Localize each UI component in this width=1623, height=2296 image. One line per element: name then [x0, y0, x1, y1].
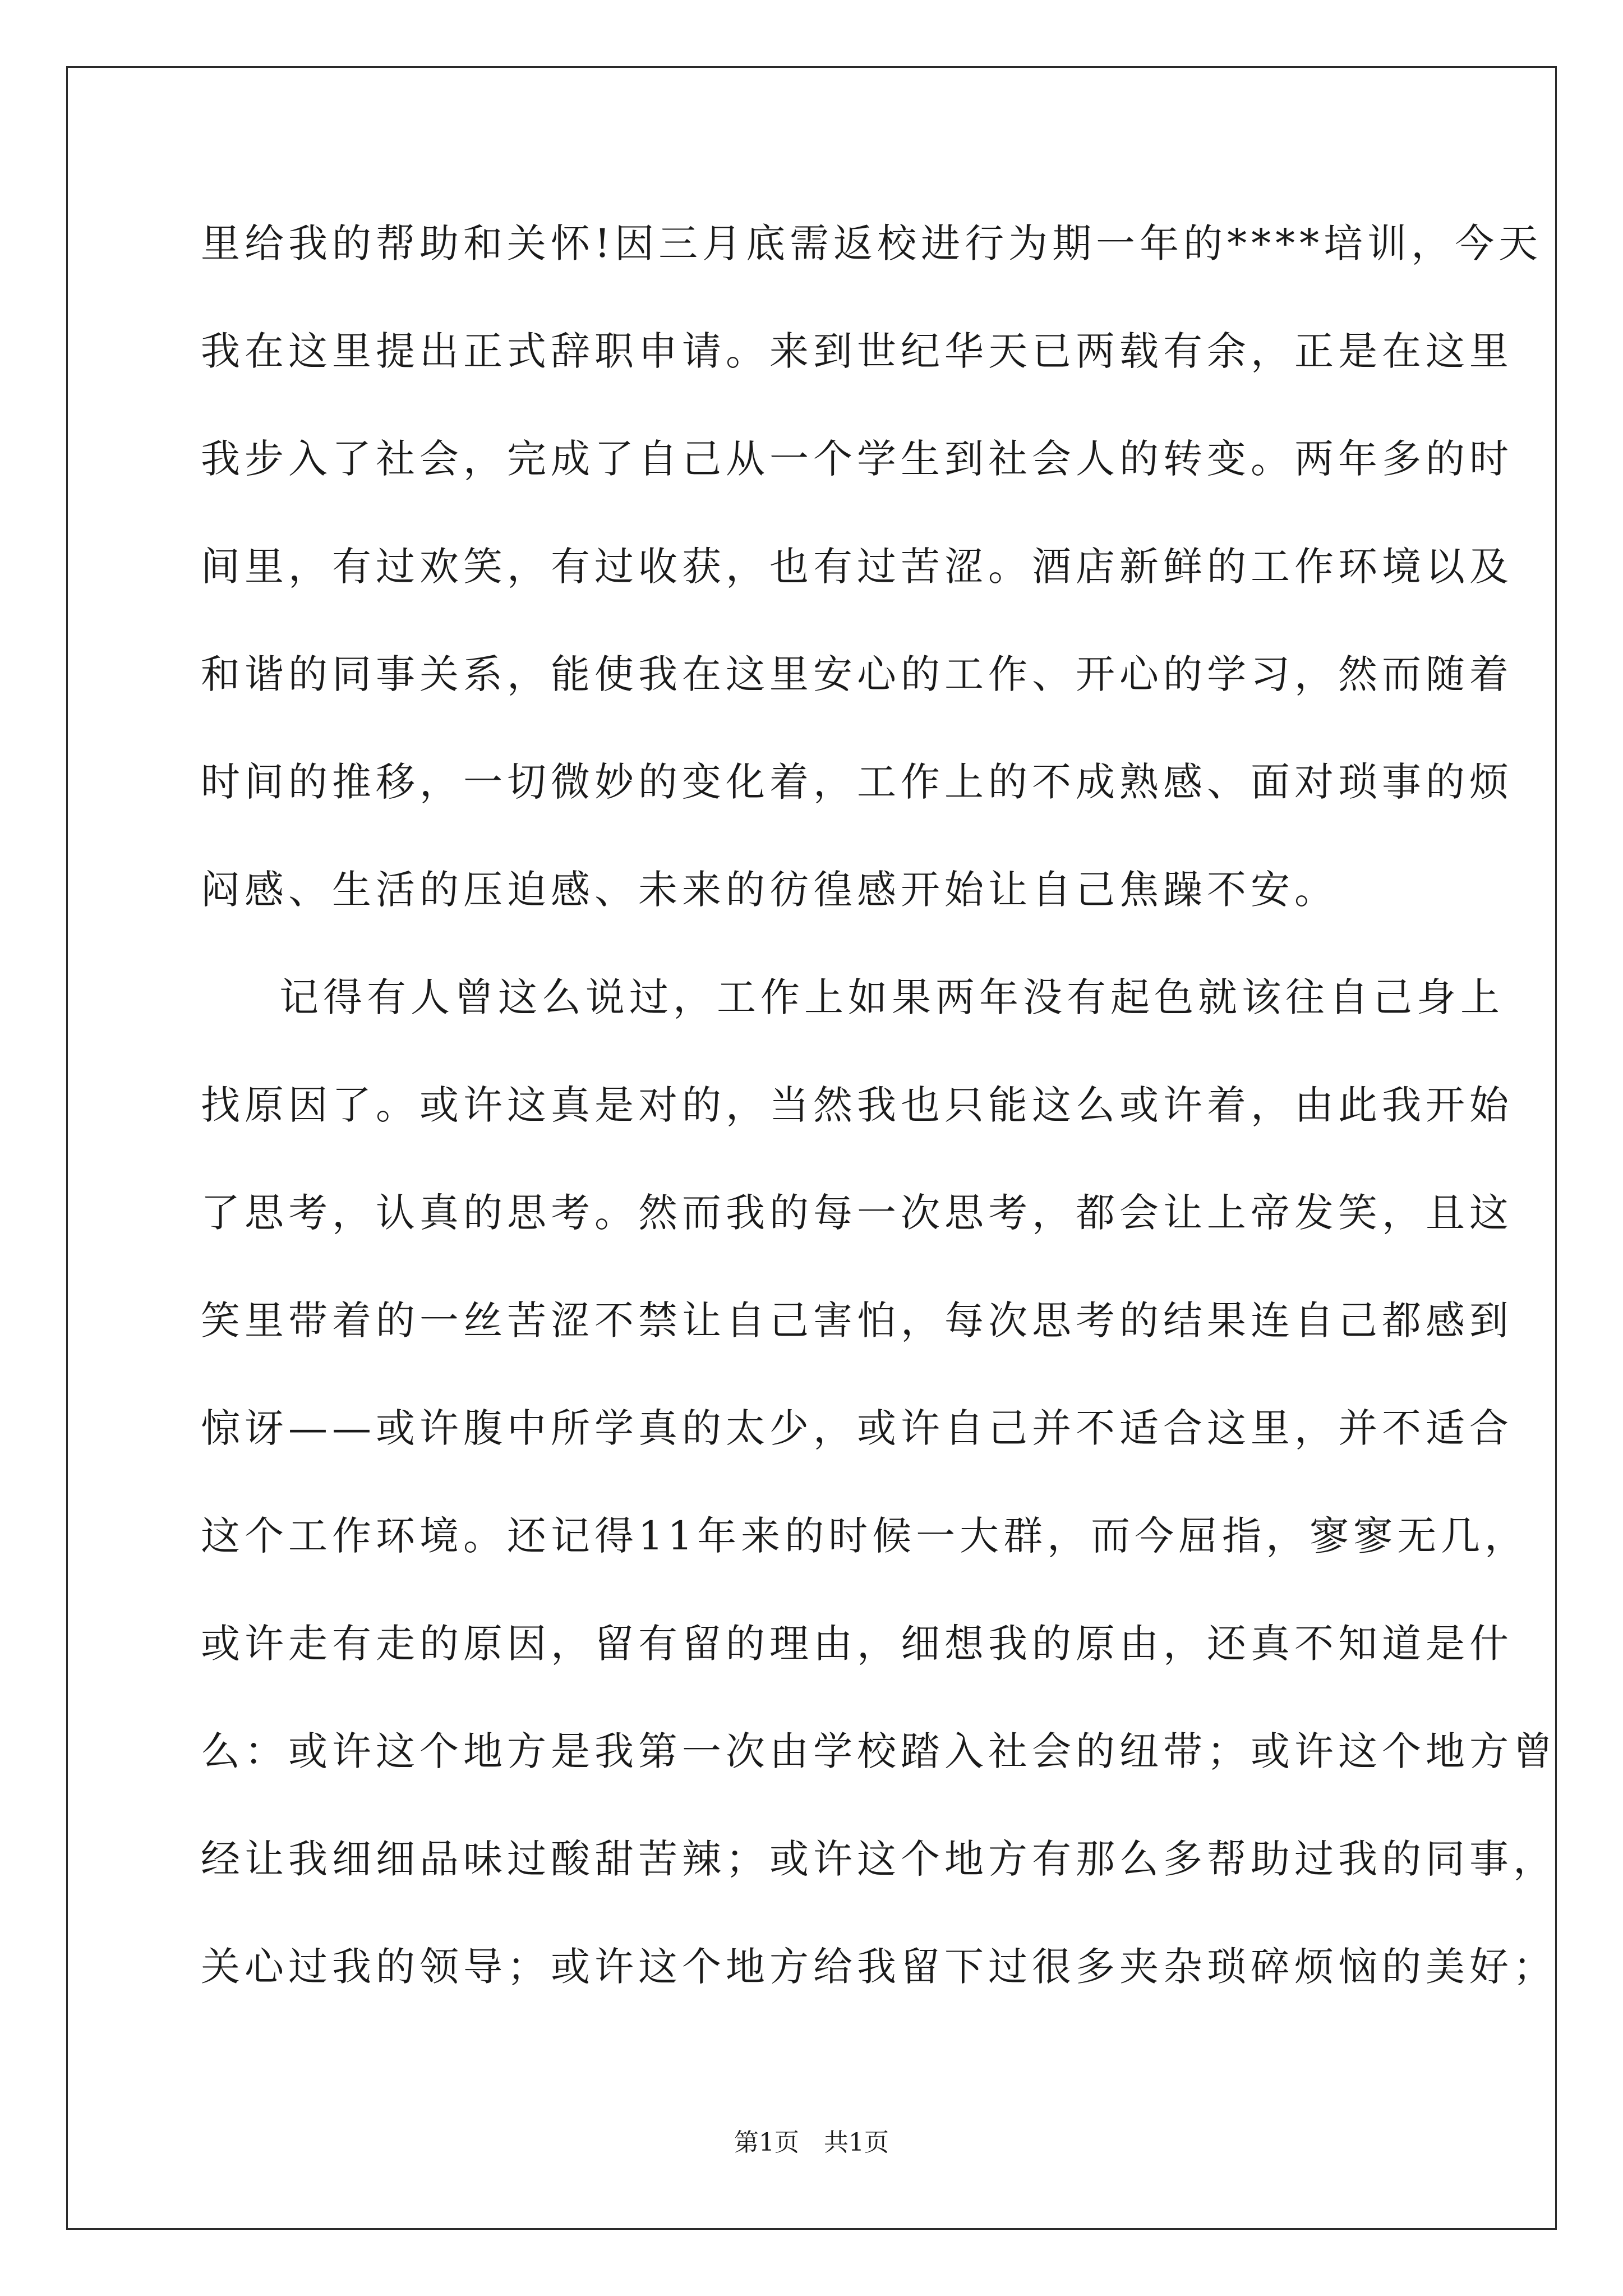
text-line: 笑里带着的一丝苦涩不禁让自己害怕，每次思考的结果连自己都感到: [201, 1297, 1513, 1343]
text-line: 惊讶——或许腹中所学真的太少，或许自己并不适合这里，并不适合: [201, 1405, 1513, 1451]
text-line: 和谐的同事关系，能使我在这里安心的工作、开心的学习，然而随着: [201, 651, 1513, 697]
text-line: 里给我的帮助和关怀!因三月底需返校进行为期一年的****培训，今天: [201, 220, 1543, 266]
text-line: 我在这里提出正式辞职申请。来到世纪华天已两载有余，正是在这里: [201, 328, 1513, 374]
text-line: 找原因了。或许这真是对的，当然我也只能这么或许着，由此我开始: [201, 1082, 1513, 1128]
text-line: 这个工作环境。还记得11年来的时候一大群，而今屈指，寥寥无几，: [201, 1513, 1529, 1559]
page-number-footer: 第1页 共1页: [734, 2128, 889, 2157]
document-body: [201, 210, 1557, 2041]
paragraph-start-line: 记得有人曾这么说过，工作上如果两年没有起色就该往自己身上: [279, 974, 1504, 1020]
text-line: 间里，有过欢笑，有过收获，也有过苦涩。酒店新鲜的工作环境以及: [201, 544, 1513, 590]
text-line: 我步入了社会，完成了自己从一个学生到社会人的转变。两年多的时: [201, 436, 1513, 482]
text-line: 经让我细细品味过酸甜苦辣；或许这个地方有那么多帮助过我的同事，: [201, 1836, 1557, 1882]
text-line: 闷感、生活的压迫感、未来的彷徨感开始让自己焦躁不安。: [201, 867, 1338, 913]
text-line: 了思考，认真的思考。然而我的每一次思考，都会让上帝发笑，且这: [201, 1190, 1513, 1236]
text-line: 或许走有走的原因，留有留的理由，细想我的原由，还真不知道是什: [201, 1621, 1513, 1667]
text-line: 关心过我的领导；或许这个地方给我留下过很多夹杂琐碎烦恼的美好；: [201, 1944, 1557, 1990]
text-line: 么：或许这个地方是我第一次由学校踏入社会的纽带；或许这个地方曾: [201, 1728, 1557, 1774]
text-line: 时间的推移，一切微妙的变化着，工作上的不成熟感、面对琐事的烦: [201, 759, 1513, 805]
